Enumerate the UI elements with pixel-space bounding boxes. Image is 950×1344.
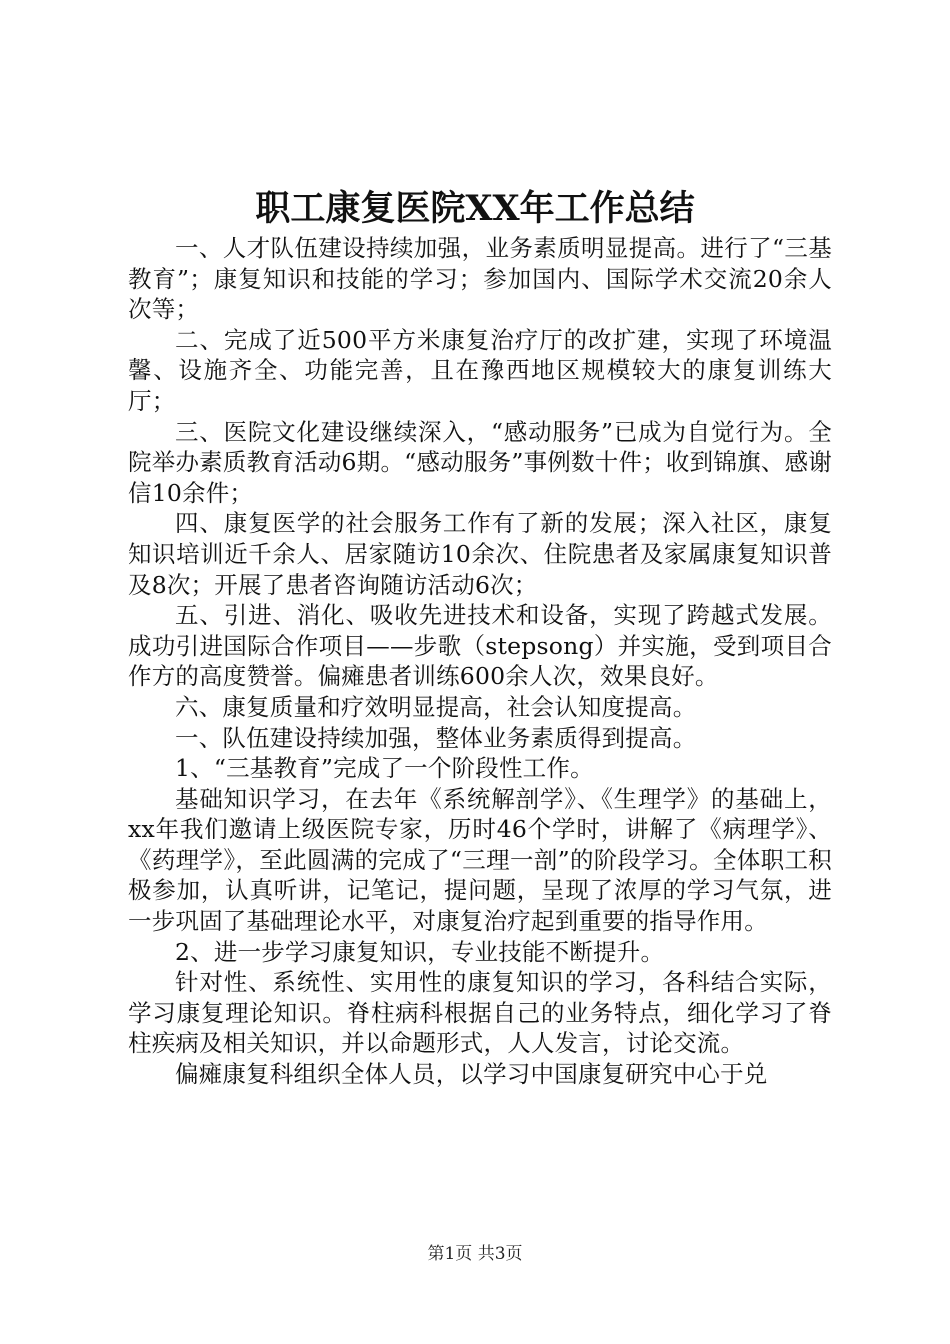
paragraph: 针对性、系统性、实用性的康复知识的学习，各科结合实际，学习康复理论知识。脊柱病科根据自己的业务特点，细化学习了脊柱疾病及相关知识，并以命题形式，人人发言，讨论交流。 <box>128 968 832 1058</box>
paragraph: 1、“三基教育”完成了一个阶段性工作。 <box>175 754 594 783</box>
paragraph: 基础知识学习，在去年《系统解剖学》、《生理学》的基础上，xx年我们邀请上级医院专家，历时46个学时，讲解了《病理学》、《药理学》，至此圆满的完成了“三理一剖”的阶段学习。全体职工积极参加，认真听讲，记笔记，提问题，呈现了浓厚的学习气氛，进一步巩固了基础理论水平，对康复治疗起到重要的指导作用。 <box>128 784 832 936</box>
paragraph: 三、医院文化建设继续深入，“感动服务”已成为自觉行为。全院举办素质教育活动6期。“感动服务”事例数十件；收到锦旗、感谢信10余件； <box>128 417 832 507</box>
page-number-footer: 第1页 共3页 <box>427 1244 523 1264</box>
paragraph: 一、人才队伍建设持续加强，业务素质明显提高。进行了“三基教育”；康复知识和技能的学习；参加国内、国际学术交流20余人次等； <box>128 234 832 324</box>
paragraph: 二、完成了近500平方米康复治疗厅的改扩建，实现了环境温馨、设施齐全、功能完善，且在豫西地区规模较大的康复训练大厅； <box>128 325 832 415</box>
paragraph: 四、康复医学的社会服务工作有了新的发展；深入社区，康复知识培训近千余人、居家随访10余次、住院患者及家属康复知识普及8次；开展了患者咨询随访活动6次； <box>128 509 832 599</box>
paragraph: 偏瘫康复科组织全体人员，以学习中国康复研究中心于兑 <box>175 1060 768 1089</box>
paragraph: 2、进一步学习康复知识，专业技能不断提升。 <box>175 937 665 966</box>
document-body <box>128 233 832 1090</box>
paragraph: 一、队伍建设持续加强，整体业务素质得到提高。 <box>175 723 697 752</box>
paragraph: 六、康复质量和疗效明显提高，社会认知度提高。 <box>175 692 697 721</box>
document-title: 职工康复医院XX年工作总结 <box>255 188 695 229</box>
paragraph: 五、引进、消化、吸收先进技术和设备，实现了跨越式发展。成功引进国际合作项目——步歌（stepsong）并实施，受到项目合作方的高度赞誉。偏瘫患者训练600余人次，效果良好。 <box>128 601 832 691</box>
